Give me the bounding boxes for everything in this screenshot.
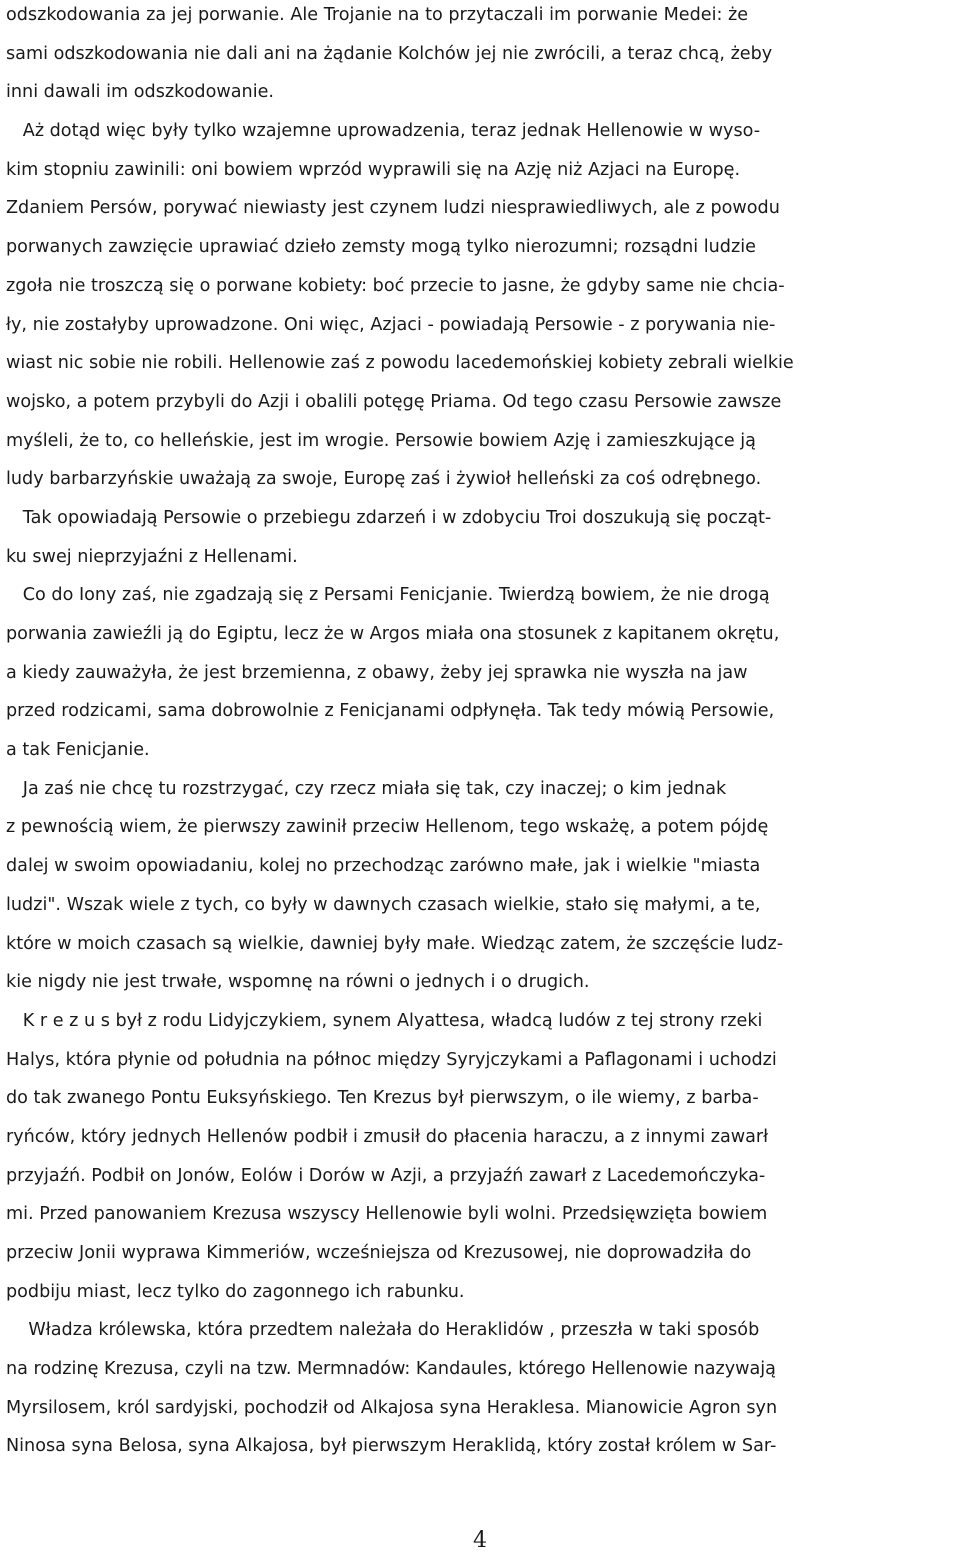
text-line: Co do Iony zaś, nie zgadzają się z Persami Fenicjanie. Twierdzą bowiem, że nie drogą bbox=[6, 585, 770, 606]
text-line: porwanych zawzięcie uprawiać dzieło zemsty mogą tylko nierozumni; rozsądni ludzie bbox=[6, 237, 756, 258]
text-line: ryńców, który jednych Hellenów podbił i zmusił do płacenia haraczu, a z innymi zawarł bbox=[6, 1126, 769, 1147]
text-line: inni dawali im odszkodowanie. bbox=[6, 82, 274, 103]
text-line: Halys, która płynie od południa na północ między Syryjczykami a Paflagonami i uchodzi bbox=[6, 1049, 777, 1070]
text-line: porwania zawieźli ją do Egiptu, lecz że w Argos miała ona stosunek z kapitanem okrętu, bbox=[6, 624, 780, 644]
text-line: Tak opowiadają Persowie o przebiegu zdarzeń i w zdobyciu Troi doszukują się począt- bbox=[6, 507, 772, 528]
text-line: przed rodzicami, sama dobrowolnie z Fenicjanami odpłynęła. Tak tedy mówią Persowie, bbox=[6, 701, 775, 722]
text-line: K r e z u s był z rodu Lidyjczykiem, synem Alyattesa, władcą ludów z tej strony rzeki bbox=[6, 1010, 763, 1031]
text-line: przeciw Jonii wyprawa Kimmeriów, wcześniejsza od Krezusowej, nie doprowadziła do bbox=[6, 1243, 752, 1263]
text-line: kie nigdy nie jest trwałe, wspomnę na równi o jednych i o drugich. bbox=[6, 972, 590, 993]
text-line: Ninosa syna Belosa, syna Alkajosa, był pierwszym Heraklidą, który został królem w Sar- bbox=[6, 1436, 777, 1457]
text-line: zgoła nie troszczą się o porwane kobiety: boć przecie to jasne, że gdyby same nie chcia- bbox=[6, 275, 785, 296]
body-text bbox=[6, 0, 956, 1466]
text-line: odszkodowania za jej porwanie. Ale Trojanie na to przytaczali im porwanie Medei: że bbox=[6, 5, 749, 25]
page-number: 4 bbox=[473, 1528, 487, 1553]
text-line: Ja zaś nie chcę tu rozstrzygać, czy rzecz miała się tak, czy inaczej; o kim jednak bbox=[6, 778, 727, 799]
text-line: przyjaźń. Podbił on Jonów, Eolów i Dorów w Azji, a przyjaźń zawarł z Lacedemończyka- bbox=[6, 1165, 766, 1186]
text-line: a kiedy zauważyła, że jest brzemienna, z obawy, żeby jej sprawka nie wyszła na jaw bbox=[6, 662, 748, 683]
text-line: ku swej nieprzyjaźni z Hellenami. bbox=[6, 546, 298, 567]
text-line: Zdaniem Persów, porywać niewiasty jest czynem ludzi niesprawiedliwych, ale z powodu bbox=[6, 198, 780, 219]
text-line: myśleli, że to, co helleńskie, jest im wrogie. Persowie bowiem Azję i zamieszkujące ją bbox=[6, 430, 756, 451]
text-line: Myrsilosem, król sardyjski, pochodził od Alkajosa syna Heraklesa. Mianowicie Agron syn bbox=[6, 1397, 778, 1418]
text-line: mi. Przed panowaniem Krezusa wszyscy Hellenowie byli wolni. Przedsięwzięta bowiem bbox=[6, 1204, 768, 1225]
text-line: a tak Fenicjanie. bbox=[6, 740, 150, 761]
text-line: z pewnością wiem, że pierwszy zawinił przeciw Hellenom, tego wskażę, a potem pójdę bbox=[6, 817, 769, 838]
text-line: ludzi". Wszak wiele z tych, co były w dawnych czasach wielkie, stało się małymi, a te, bbox=[6, 894, 761, 915]
text-line: wojsko, a potem przybyli do Azji i obalili potęgę Priama. Od tego czasu Persowie zawsze bbox=[6, 391, 782, 412]
text-line: dalej w swoim opowiadaniu, kolej no przechodząc zarówno małe, jak i wielkie "miasta bbox=[6, 856, 761, 877]
text-line: sami odszkodowania nie dali ani na żądanie Kolchów jej nie zwrócili, a teraz chcą, żeby bbox=[6, 43, 773, 64]
text-line: podbiju miast, lecz tylko do zagonnego ich rabunku. bbox=[6, 1281, 465, 1302]
text-line: ludy barbarzyńskie uważają za swoje, Europę zaś i żywioł helleński za coś odrębnego. bbox=[6, 469, 762, 490]
text-line: które w moich czasach są wielkie, dawniej były małe. Wiedząc zatem, że szczęście ludz- bbox=[6, 933, 784, 954]
text-line: kim stopniu zawinili: oni bowiem wprzód wyprawili się na Azję niż Azjaci na Europę. bbox=[6, 159, 741, 180]
text-line: wiast nic sobie nie robili. Hellenowie zaś z powodu lacedemońskiej kobiety zebrali wielkie bbox=[6, 353, 794, 374]
text-line: ły, nie zostałyby uprowadzone. Oni więc, Azjaci - powiadają Persowie - z porywania nie- bbox=[6, 314, 776, 335]
text-line: na rodzinę Krezusa, czyli na tzw. Mermnadów: Kandaules, którego Hellenowie nazywają bbox=[6, 1359, 776, 1380]
text-line: Władza królewska, która przedtem należała do Heraklidów , przeszła w taki sposób bbox=[6, 1320, 760, 1341]
text-line: Aż dotąd więc były tylko wzajemne uprowadzenia, teraz jednak Hellenowie w wyso- bbox=[6, 121, 761, 142]
text-line: do tak zwanego Pontu Euksyńskiego. Ten Krezus był pierwszym, o ile wiemy, z barba- bbox=[6, 1088, 759, 1109]
